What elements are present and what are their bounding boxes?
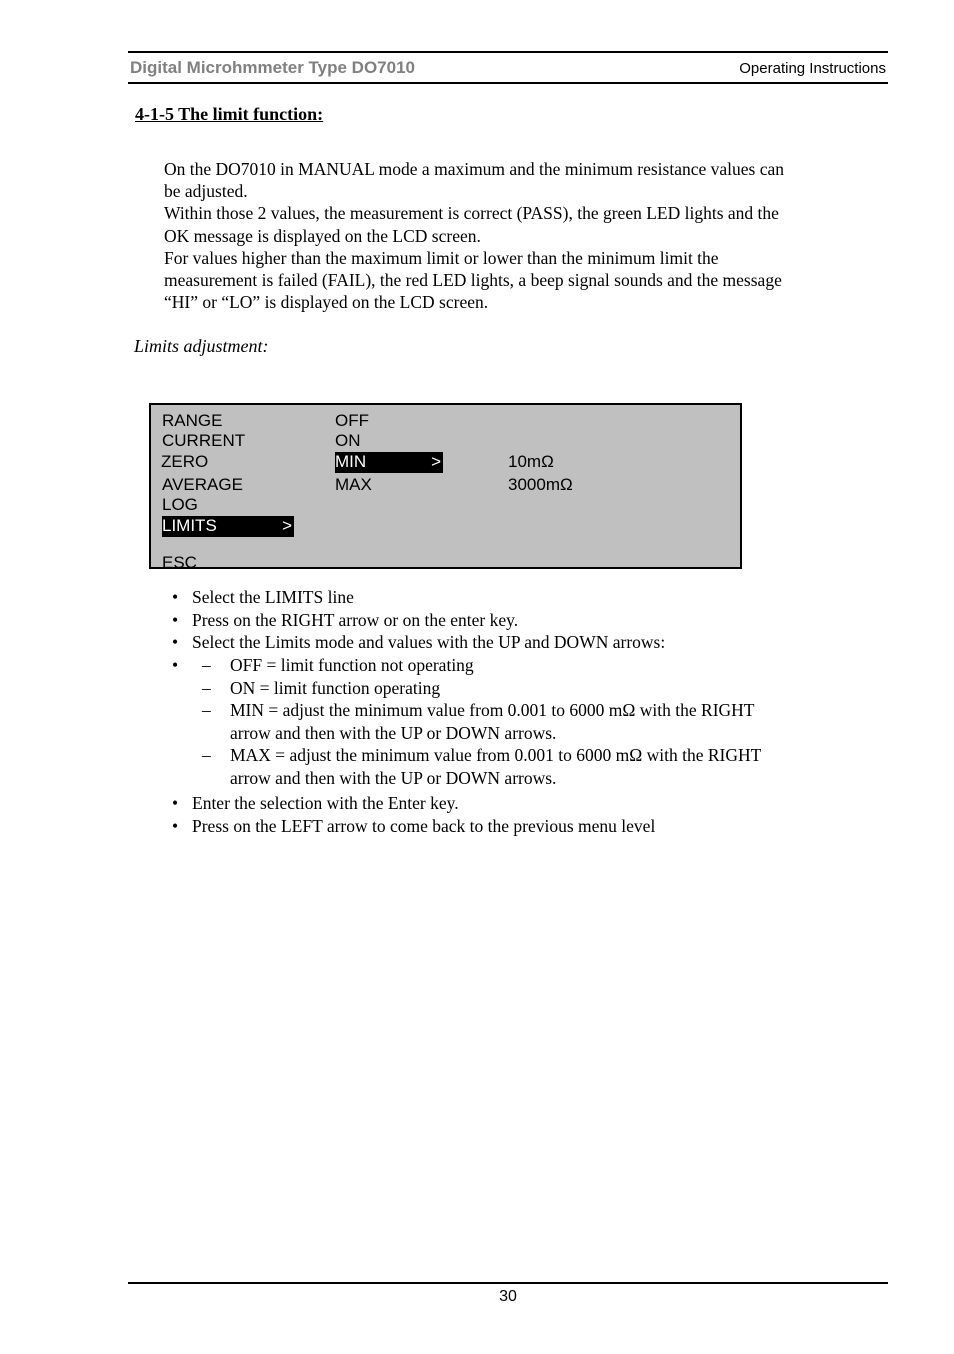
list-item-text: Press on the RIGHT arrow or on the enter key. bbox=[192, 609, 519, 630]
intro-paragraph: On the DO7010 in MANUAL mode a maximum and the minimum resistance values can be adjusted. bbox=[164, 159, 784, 202]
intro-paragraph: For values higher than the maximum limit or lower than the minimum limit the measurement is failed (FAIL), the red LED lights, a beep signal sounds and the message “HI” or “LO” is displayed on the LCD screen. bbox=[164, 247, 782, 313]
subheading-limits-adjustment: Limits adjustment: bbox=[134, 336, 269, 356]
right-arrow-icon: > bbox=[282, 516, 292, 535]
document-title: Digital Microhmmeter Type DO7010 bbox=[130, 58, 415, 77]
instruction-list bbox=[172, 586, 792, 654]
lcd-menu-limits: LIMITS bbox=[162, 516, 217, 535]
list-item bbox=[172, 792, 792, 815]
footer-divider bbox=[128, 1282, 888, 1284]
lcd-screen bbox=[149, 403, 742, 569]
list-item bbox=[172, 586, 792, 609]
sub-list-container bbox=[172, 654, 792, 790]
lcd-menu-range: RANGE bbox=[162, 411, 223, 430]
document-type: Operating Instructions bbox=[739, 60, 886, 77]
lcd-menu-current: CURRENT bbox=[162, 431, 246, 450]
page-number: 30 bbox=[499, 1288, 517, 1305]
lcd-option-on: ON bbox=[335, 431, 361, 450]
lcd-value-max: 3000mΩ bbox=[508, 475, 573, 494]
sub-list-item bbox=[172, 699, 792, 744]
list-item-text: Press on the LEFT arrow to come back to the previous menu level bbox=[192, 815, 656, 836]
list-item-text: Select the Limits mode and values with the UP and DOWN arrows: bbox=[192, 632, 666, 653]
sub-list-item-text: ON = limit function operating bbox=[230, 677, 441, 698]
closing-instruction-list bbox=[172, 792, 792, 837]
sub-instruction-list bbox=[172, 654, 792, 790]
sub-list-item-text: MAX = adjust the minimum value from 0.001 to 6000 mΩ with the RIGHT arrow and then with the UP or DOWN arrows. bbox=[230, 745, 761, 788]
list-item bbox=[172, 609, 792, 632]
section-title: 4-1-5 The limit function: bbox=[135, 104, 324, 124]
list-item bbox=[172, 631, 792, 654]
page-header bbox=[128, 51, 888, 84]
lcd-option-max: MAX bbox=[335, 475, 372, 494]
sub-list-item bbox=[172, 654, 792, 677]
lcd-value-min: 10mΩ bbox=[508, 452, 554, 471]
lcd-menu-log: LOG bbox=[162, 495, 198, 514]
lcd-menu-average: AVERAGE bbox=[162, 475, 243, 494]
list-item bbox=[172, 815, 792, 838]
lcd-menu-esc: ESC bbox=[162, 553, 197, 569]
sub-list-item-text: OFF = limit function not operating bbox=[230, 655, 474, 675]
intro-paragraph: Within those 2 values, the measurement is correct (PASS), the green LED lights and the OK message is displayed on the LCD screen. bbox=[164, 203, 779, 246]
sub-list-item bbox=[172, 677, 792, 700]
lcd-option-min: MIN bbox=[335, 452, 367, 471]
lcd-option-off: OFF bbox=[335, 411, 369, 430]
sub-list-item-text: MIN = adjust the minimum value from 0.001 to 6000 mΩ with the RIGHT arrow and then with the UP or DOWN arrows. bbox=[230, 700, 755, 743]
intro-text bbox=[164, 158, 794, 313]
list-item-text: Enter the selection with the Enter key. bbox=[192, 793, 459, 813]
list-item-text: Select the LIMITS line bbox=[192, 587, 354, 607]
right-arrow-icon: > bbox=[431, 452, 441, 471]
mode-options-list bbox=[172, 654, 792, 790]
lcd-menu-limits-selected bbox=[162, 516, 294, 537]
sub-list-item bbox=[172, 744, 792, 789]
lcd-menu-zero: ZERO bbox=[161, 452, 209, 471]
lcd-option-min-selected bbox=[335, 452, 443, 473]
